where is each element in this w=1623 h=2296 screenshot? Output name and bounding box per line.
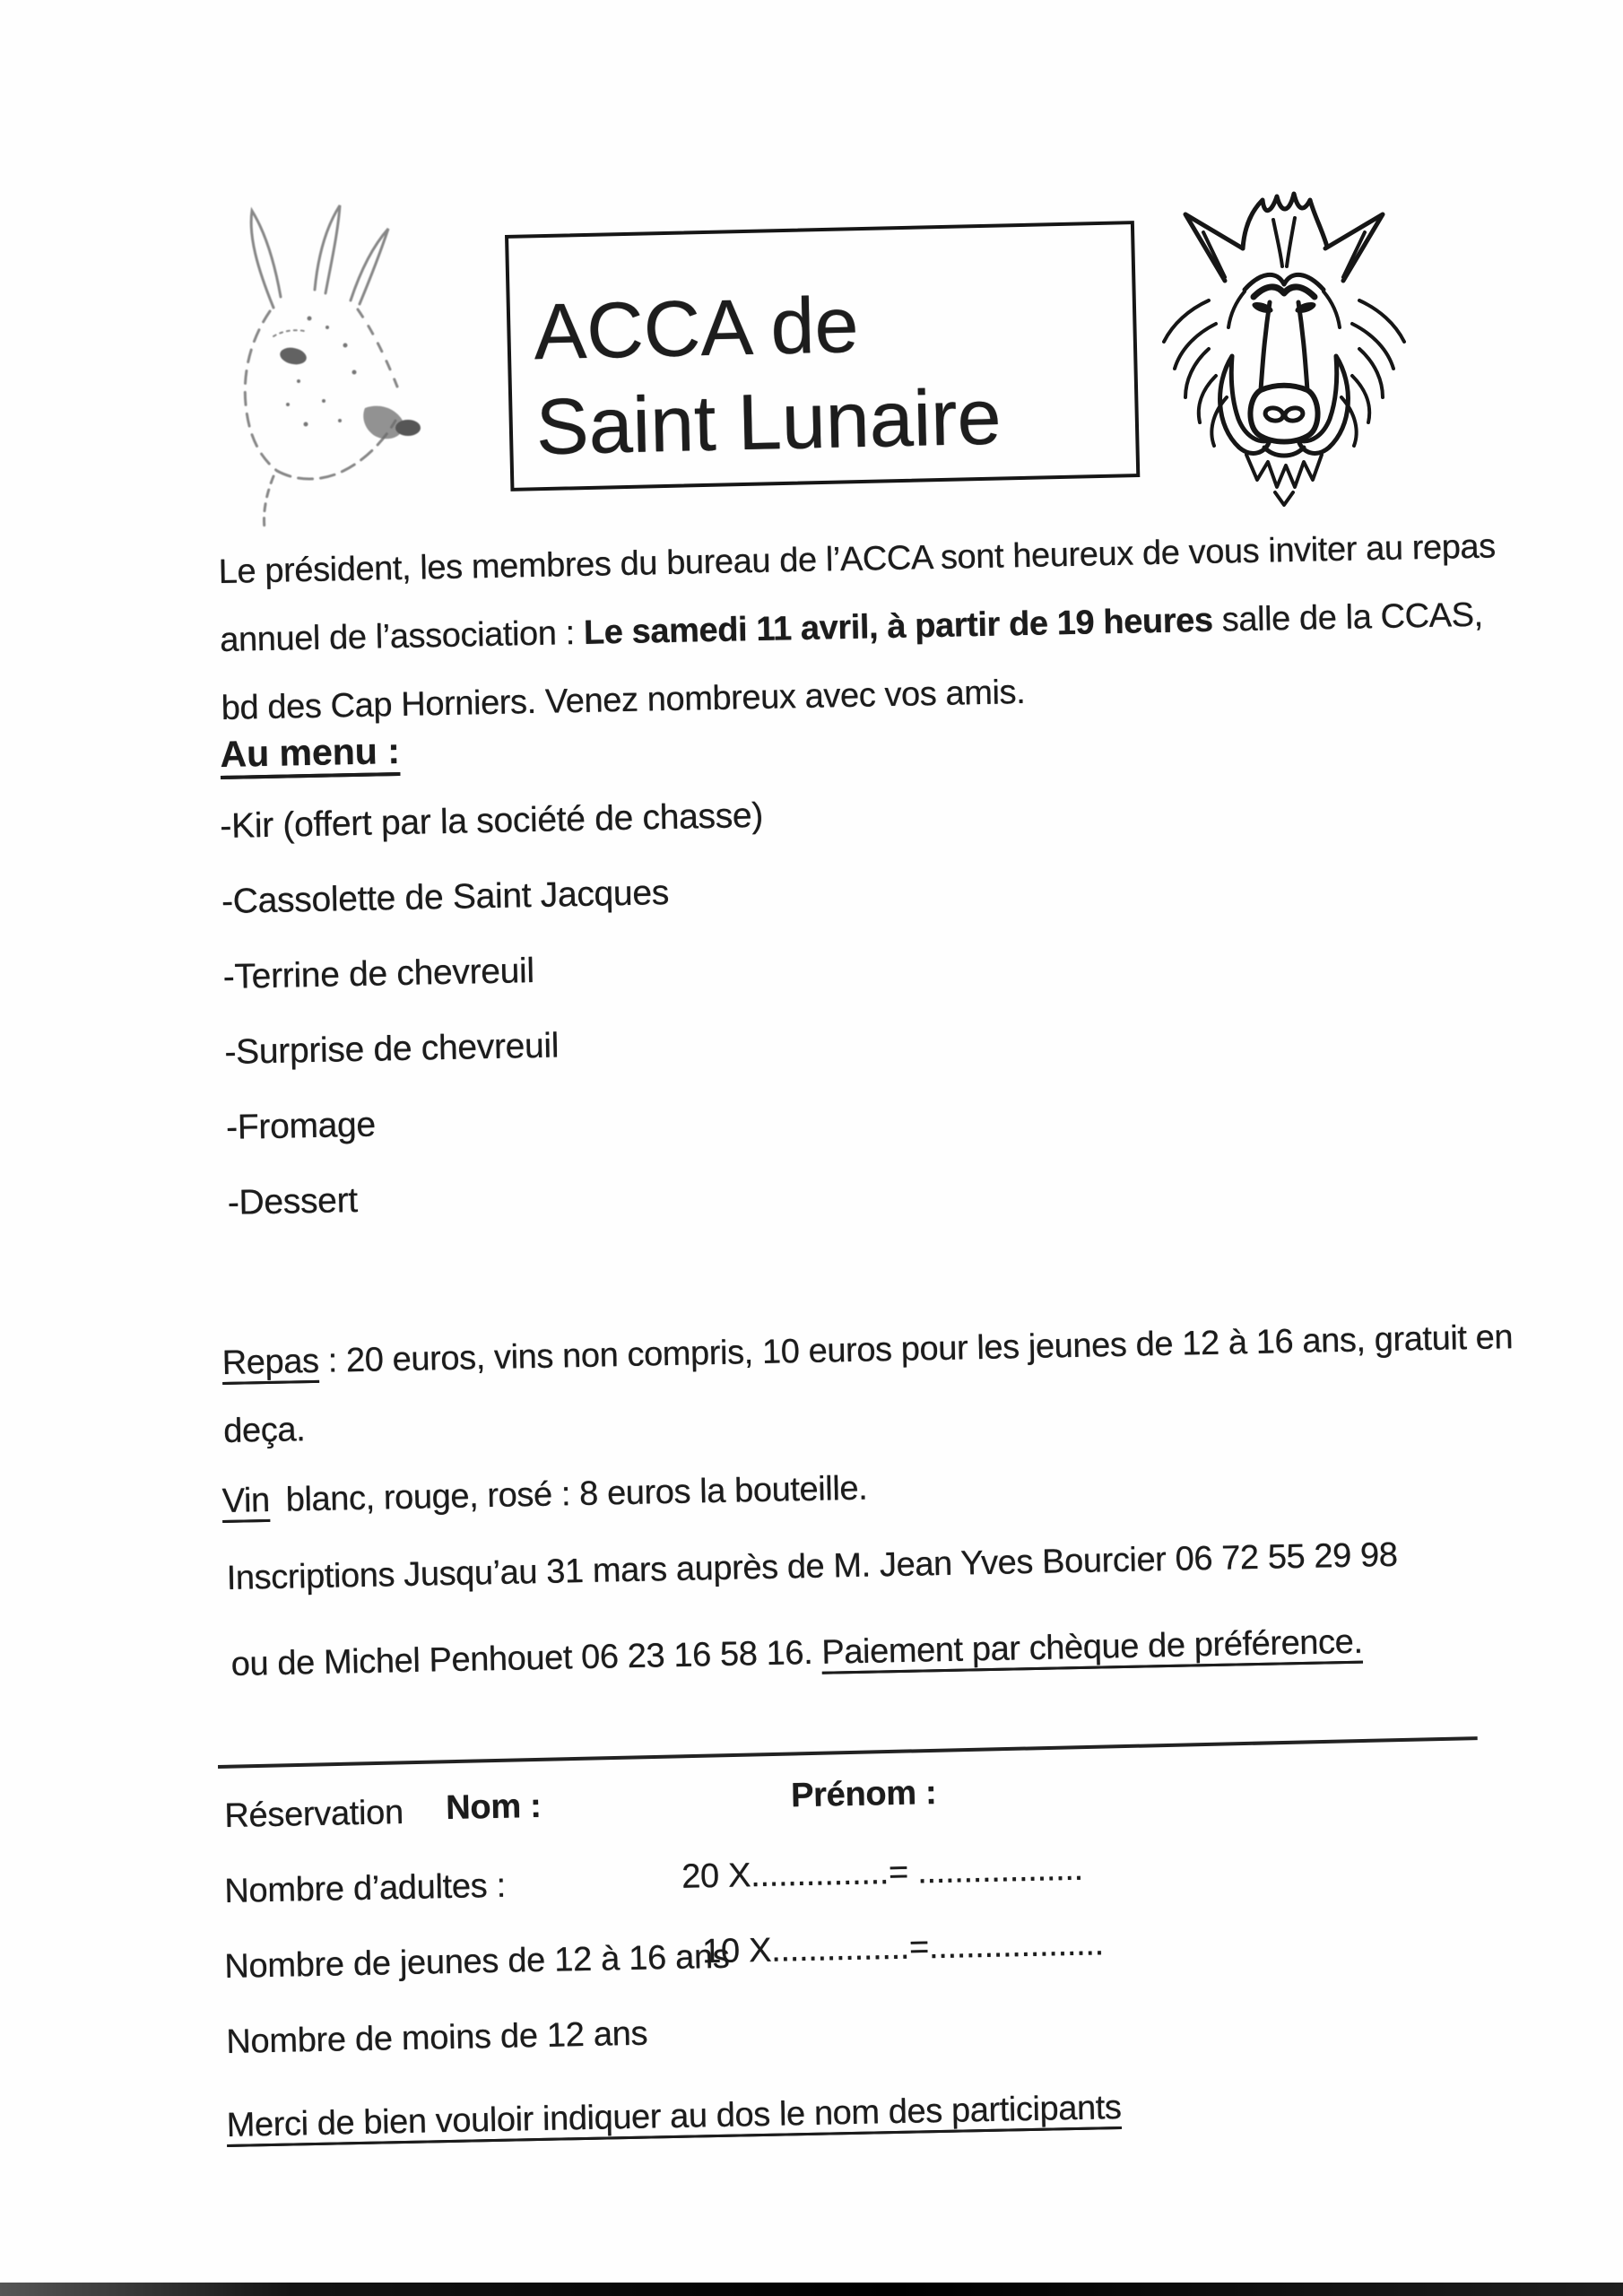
separator-line <box>218 1736 1478 1769</box>
adults-row <box>224 1849 1391 1911</box>
price-meal-line <box>221 1303 1533 1465</box>
under12-row <box>226 2015 648 2062</box>
intro-paragraph <box>218 512 1531 743</box>
menu-item-dessert: -Dessert <box>227 1181 359 1222</box>
intro-date-bold: Le samedi 11 avril, à partir de 19 heures <box>583 601 1214 652</box>
title-line-1: ACCA de <box>533 280 860 377</box>
youth-row <box>224 1925 1391 1987</box>
first-name-label: Prénom : <box>790 1774 937 1815</box>
adults-label: Nombre d’adultes : <box>224 1866 507 1910</box>
reservation-label: Réservation <box>224 1793 404 1835</box>
inscriptions-line-1: Inscriptions Jusqu’au 31 mars auprès de M. Jean Yves Bourcier 06 72 55 29 98 <box>226 1535 1398 1597</box>
adults-calc-field: 20 X...............= .................. <box>681 1849 1084 1896</box>
price-wine-label: Vin <box>221 1481 271 1520</box>
price-wine-line <box>221 1455 868 1535</box>
intro-text-1: Le président, les membres du bureau de l’ACCA sont heureux de vous inviter au repas annuel de l’association : <box>218 527 1497 659</box>
last-name-label: Nom : <box>445 1787 542 1828</box>
scan-edge-artifact <box>0 2283 1623 2296</box>
menu-heading: Au menu : <box>220 729 401 775</box>
intro-text-2: salle de la CCAS, bd des Cap Horniers. Venez nombreux avec vos amis. <box>221 596 1484 727</box>
price-meal-label: Repas <box>221 1342 320 1382</box>
reservation-header-row <box>224 1774 1211 1836</box>
under12-label: Nombre de moins de 12 ans <box>226 2014 648 2061</box>
title-box <box>505 221 1140 491</box>
inscriptions-line-2 <box>230 1608 1363 1699</box>
payment-note: Paiement par chèque de préférence. <box>820 1622 1363 1672</box>
menu-item-cassolette: -Cassolette de Saint Jacques <box>221 873 670 921</box>
menu-item-terrine: -Terrine de chevreuil <box>222 952 535 996</box>
inscriptions-line-2-text: ou de Michel Penhouet 06 23 16 58 16. <box>230 1633 822 1683</box>
deer-sketch-image <box>135 193 520 543</box>
youth-calc-field: 10 X...............=................... <box>701 1925 1105 1971</box>
price-meal-text: : 20 euros, vins non compris, 10 euros pour les jeunes de 12 à 16 ans, gratuit en deça. <box>222 1318 1514 1450</box>
menu-list <box>220 796 772 1259</box>
price-wine-text: blanc, rouge, rosé : 8 euros la bouteille. <box>285 1469 868 1519</box>
menu-item-kir: -Kir (offert par la société de chasse) <box>220 796 764 846</box>
title-line-2: Saint Lunaire <box>534 371 1002 472</box>
boar-head-image <box>1150 157 1419 516</box>
youth-label: Nombre de jeunes de 12 à 16 ans <box>224 1937 730 1986</box>
participants-note: Merci de bien vouloir indiquer au dos le nom des participants <box>226 2088 1122 2144</box>
menu-item-surprise: -Surprise de chevreuil <box>224 1026 560 1072</box>
menu-item-fromage: -Fromage <box>225 1105 377 1147</box>
